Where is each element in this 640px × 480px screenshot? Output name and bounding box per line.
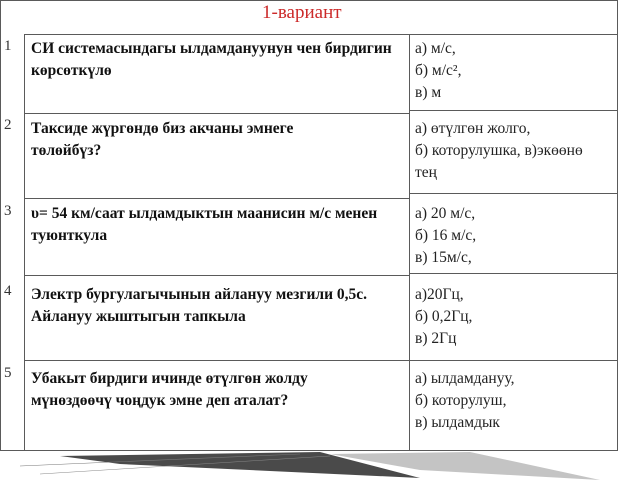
answer-options [415, 284, 635, 350]
answer-option: б) м/с², [415, 62, 462, 79]
row-divider [24, 275, 410, 276]
question-text: Электр бургулагычынын айлануу мезгили 0,5с. Айлануу жыштыгын тапкыла [31, 286, 368, 325]
answer-option: тең [415, 164, 437, 181]
answer-option: в) 2Гц [415, 330, 457, 347]
answer-option: а) өтүлгөн жолго, [415, 120, 531, 137]
question-text: υ= 54 км/саат ылдамдыктын маанисин м/с менен туюнткула [31, 205, 378, 244]
question-text: СИ системасындагы ылдамдануунун чен бирдигин көрсөткүлө [31, 40, 392, 79]
row-divider [24, 360, 410, 361]
row-divider [24, 198, 410, 199]
variant-title: 1-вариант [262, 2, 342, 23]
header-divider [24, 34, 618, 35]
question-text: Таксиде жүргөндө биз акчаны эмнеге төлөйбүз? [31, 120, 294, 159]
answer-options [415, 38, 635, 104]
number-column-divider [24, 34, 25, 451]
row-divider [409, 193, 618, 194]
table-border-bottom [0, 450, 618, 451]
table-border-left [0, 0, 1, 451]
table-border-top [0, 0, 618, 1]
answer-option: б) которулуш, [415, 392, 507, 409]
answer-options [415, 368, 635, 434]
answer-option: а) 20 м/с, [415, 205, 476, 222]
question-number: 5 [4, 365, 12, 381]
row-divider [409, 273, 618, 274]
answer-options [415, 118, 635, 184]
answer-option: в) м [415, 84, 442, 101]
answer-option: а) м/с, [415, 40, 456, 57]
answer-column-divider [409, 34, 410, 451]
answer-option: в) 15м/с, [415, 249, 472, 266]
decorative-streak [0, 452, 640, 480]
question-number: 3 [4, 203, 12, 219]
row-divider [409, 110, 618, 111]
answer-option: б) 16 м/с, [415, 227, 477, 244]
question-number: 1 [4, 38, 12, 54]
answer-option: б) 0,2Гц, [415, 308, 473, 325]
question-text: Убакыт бирдиги ичинде өтүлгөн жолду мүнөздөөчү чоңдук эмне деп аталат? [31, 370, 308, 409]
question-number: 2 [4, 117, 12, 133]
answer-option: а) ылдамдануу, [415, 370, 515, 387]
answer-option: б) которулушка, в)экөөнө [415, 142, 583, 159]
answer-option: а)20Гц, [415, 286, 464, 303]
row-divider [409, 360, 618, 361]
question-number: 4 [4, 283, 12, 299]
row-divider [24, 113, 410, 114]
answer-options [415, 203, 635, 269]
answer-option: в) ылдамдык [415, 414, 500, 431]
